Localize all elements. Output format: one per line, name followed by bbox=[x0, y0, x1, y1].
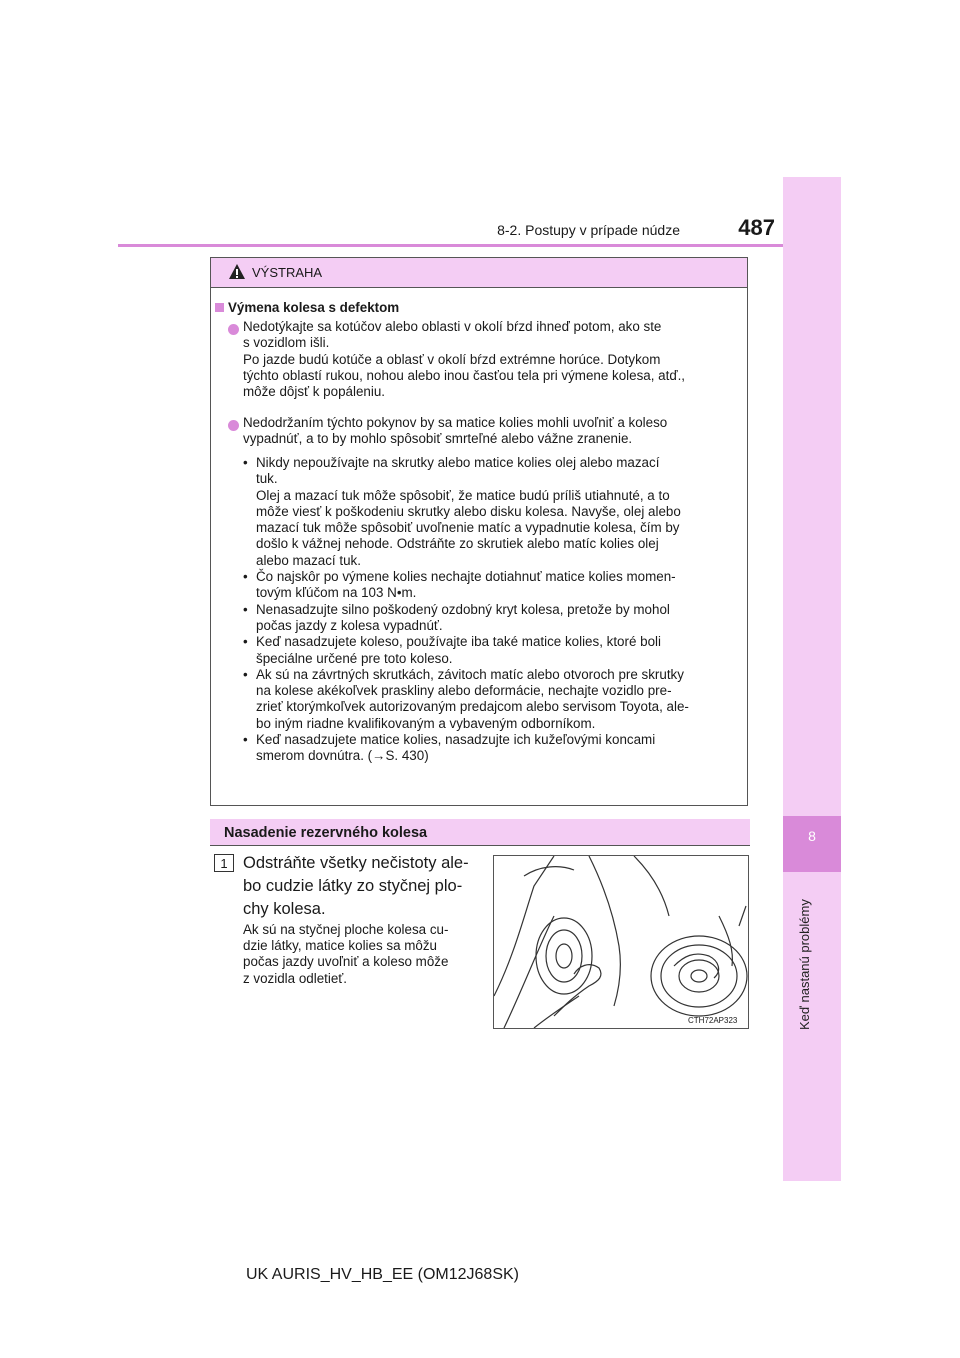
step-note: Ak sú na styčnej ploche kolesa cu- dzie látky, matice kolies sa môžu počas jazdy uvoľniť a koleso môže z vozidla odletieť. bbox=[243, 922, 449, 986]
heading-square-icon bbox=[215, 303, 224, 312]
section-heading: Nasadenie rezervného kolesa bbox=[224, 825, 428, 841]
section-title: 8-2. Postupy v prípade núdze bbox=[497, 222, 680, 238]
figure-code: CTH72AP323 bbox=[688, 1016, 738, 1025]
step-instruction: Odstráňte všetky nečistoty ale- bo cudzie látky zo styčnej plo- chy kolesa. bbox=[243, 854, 469, 918]
page-number: 487 bbox=[738, 215, 775, 240]
warning-title: VÝSTRAHA bbox=[252, 265, 323, 280]
chapter-number: 8 bbox=[808, 828, 816, 844]
wheel-hub-drawing bbox=[494, 856, 748, 1028]
step-number-badge: 1 bbox=[214, 854, 234, 872]
warning-sub-list bbox=[243, 455, 740, 765]
list-item: • Ak sú na závrtných skrutkách, závitoch matíc alebo otvoroch pre skrutky na kolese akékoľvek praskliny alebo deformácie, nechajte vozidlo pre- zrieť ktorýmkoľvek autorizovaným predajcom alebo servisom Toyota, ale- bo iným riadne kvalifikovaným a vybaveným odborníkom. bbox=[243, 666, 689, 731]
chapter-side-tab bbox=[783, 177, 841, 1181]
list-item: • Keď nasadzujete koleso, používajte iba také matice kolies, ktoré boli špeciálne určené pre toto koleso. bbox=[243, 634, 661, 666]
list-item: • Keď nasadzujete matice kolies, nasadzujte ich kužeľovými koncami smerom dovnútra. (→S. 430) bbox=[243, 732, 656, 764]
bullet-dot-icon bbox=[228, 420, 239, 431]
bullet-dot-icon bbox=[228, 324, 239, 335]
list-item: • Čo najskôr po výmene kolies nechajte dotiahnuť matice kolies momen- tovým kľúčom na 103 N•m. bbox=[243, 569, 676, 601]
warning-bullet-2: Nedodržaním týchto pokynov by sa matice kolies mohli uvoľniť a koleso vypadnúť, a to by mohlo spôsobiť smrteľné alebo vážne zranenie. bbox=[243, 415, 668, 447]
wheel-cleaning-illustration bbox=[493, 855, 749, 1029]
warning-triangle-icon bbox=[228, 263, 246, 281]
model-footer: UK AURIS_HV_HB_EE (OM12J68SK) bbox=[246, 1266, 519, 1283]
warning-heading: Výmena kolesa s defektom bbox=[228, 300, 400, 315]
chapter-title: Keď nastanú problémy bbox=[797, 899, 812, 1030]
list-item: • Nikdy nepoužívajte na skrutky alebo matice kolies olej alebo mazací tuk. Olej a mazací tuk môže spôsobiť, že matice budú príliš utiahnuté, a to môže viesť k poškodeniu skrutky alebo disku kolesa. Navyše, olej alebo mazací tuk môže spôsobiť uvoľnenie matíc a vypadnutie kolesa, čím by došlo k vážnej nehode. Odstráňte zo skrutiek alebo matíc kolies olej alebo mazací tuk. bbox=[243, 455, 681, 568]
header-rule bbox=[118, 244, 783, 247]
chapter-number-badge bbox=[783, 816, 841, 872]
warning-bullet-1: Nedotýkajte sa kotúčov alebo oblasti v okolí bŕzd ihneď potom, ako ste s vozidlom išli. Po jazde budú kotúče a oblasť v okolí bŕzd extrémne horúce. Dotykom týchto oblastí rukou, nohou alebo inou časťou tela pri výmene kolesa, atď., môže dôjsť k popáleniu. bbox=[243, 319, 686, 400]
list-item: • Nenasadzujte silno poškodený ozdobný kryt kolesa, pretože by mohol počas jazdy z kolesa vypadnúť. bbox=[243, 601, 670, 633]
